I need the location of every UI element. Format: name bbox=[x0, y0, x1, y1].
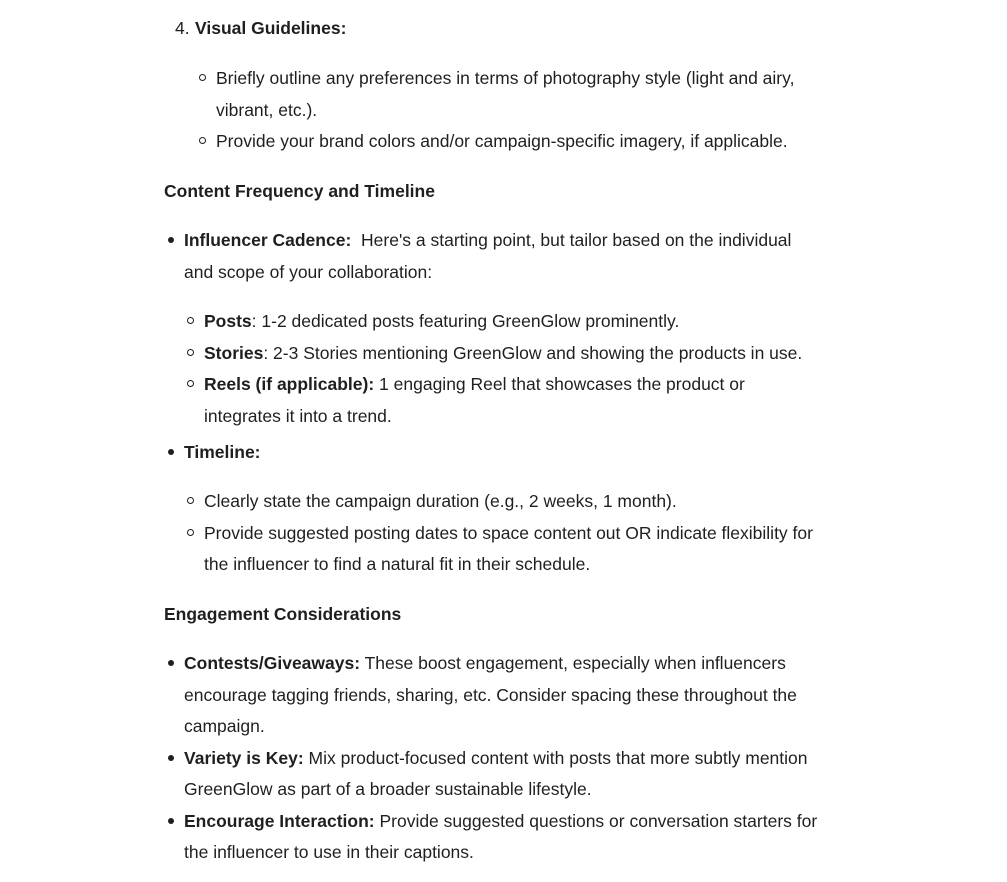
list-item-text: GreenGlow as part of a broader sustainable lifestyle. bbox=[184, 779, 592, 799]
circle-bullet-icon bbox=[187, 380, 194, 387]
list-item-text: vibrant, etc.). bbox=[216, 100, 318, 120]
section-heading-frequency: Content Frequency and Timeline bbox=[164, 181, 435, 201]
list-item-reels bbox=[204, 372, 745, 396]
circle-bullet-icon bbox=[187, 349, 194, 356]
list-item-text: Mix product-focused content with posts that more subtly mention bbox=[303, 748, 808, 768]
item-title-visual-guidelines: Visual Guidelines: bbox=[195, 18, 347, 38]
list-item-text: the influencer to use in their captions. bbox=[184, 842, 474, 862]
list-item-text: campaign. bbox=[184, 716, 265, 736]
list-item-text: integrates it into a trend. bbox=[204, 406, 392, 426]
list-item-variety bbox=[184, 746, 808, 770]
list-item-text: 1 engaging Reel that showcases the product or bbox=[374, 374, 745, 394]
list-item-text: Provide your brand colors and/or campaign-specific imagery, if applicable. bbox=[216, 131, 788, 151]
list-item-text: the influencer to find a natural fit in their schedule. bbox=[204, 554, 591, 574]
list-item-timeline-label: Timeline: bbox=[184, 442, 261, 462]
list-item-label: Contests/Giveaways: bbox=[184, 653, 361, 673]
circle-bullet-icon bbox=[187, 529, 194, 536]
list-item-cadence bbox=[184, 228, 791, 252]
circle-bullet-icon bbox=[199, 74, 206, 81]
list-item-label: Encourage Interaction: bbox=[184, 811, 375, 831]
list-item-contests bbox=[184, 651, 786, 675]
disc-bullet-icon bbox=[168, 449, 174, 455]
list-item-label: Reels (if applicable): bbox=[204, 374, 375, 394]
list-item-stories bbox=[204, 341, 802, 365]
circle-bullet-icon bbox=[187, 497, 194, 504]
list-item-text: Clearly state the campaign duration (e.g., 2 weeks, 1 month). bbox=[204, 491, 677, 511]
disc-bullet-icon bbox=[168, 660, 174, 666]
list-item-text: These boost engagement, especially when influencers bbox=[360, 653, 786, 673]
list-item-posts bbox=[204, 309, 679, 333]
circle-bullet-icon bbox=[199, 137, 206, 144]
section-heading-engagement: Engagement Considerations bbox=[164, 604, 402, 624]
list-number: 4. bbox=[175, 18, 190, 38]
circle-bullet-icon bbox=[187, 317, 194, 324]
list-item-text: Here's a starting point, but tailor based on the individual bbox=[361, 230, 792, 250]
disc-bullet-icon bbox=[168, 818, 174, 824]
list-item-text: : 2-3 Stories mentioning GreenGlow and showing the products in use. bbox=[263, 343, 803, 363]
list-item-text: Provide suggested questions or conversation starters for bbox=[374, 811, 818, 831]
disc-bullet-icon bbox=[168, 237, 174, 243]
list-item-text: Briefly outline any preferences in terms of photography style (light and airy, bbox=[216, 68, 795, 88]
list-item-text: Provide suggested posting dates to space content out OR indicate flexibility for bbox=[204, 523, 813, 543]
list-item-interaction bbox=[184, 809, 817, 833]
list-item-text: : 1-2 dedicated posts featuring GreenGlow prominently. bbox=[251, 311, 680, 331]
list-item-label: Variety is Key: bbox=[184, 748, 304, 768]
list-item-text: and scope of your collaboration: bbox=[184, 262, 433, 282]
disc-bullet-icon bbox=[168, 755, 174, 761]
list-item-label: Influencer Cadence: bbox=[184, 230, 352, 250]
list-item-label: Stories bbox=[204, 343, 264, 363]
list-item-label: Posts bbox=[204, 311, 252, 331]
list-item-text: encourage tagging friends, sharing, etc. Consider spacing these throughout the bbox=[184, 685, 797, 705]
